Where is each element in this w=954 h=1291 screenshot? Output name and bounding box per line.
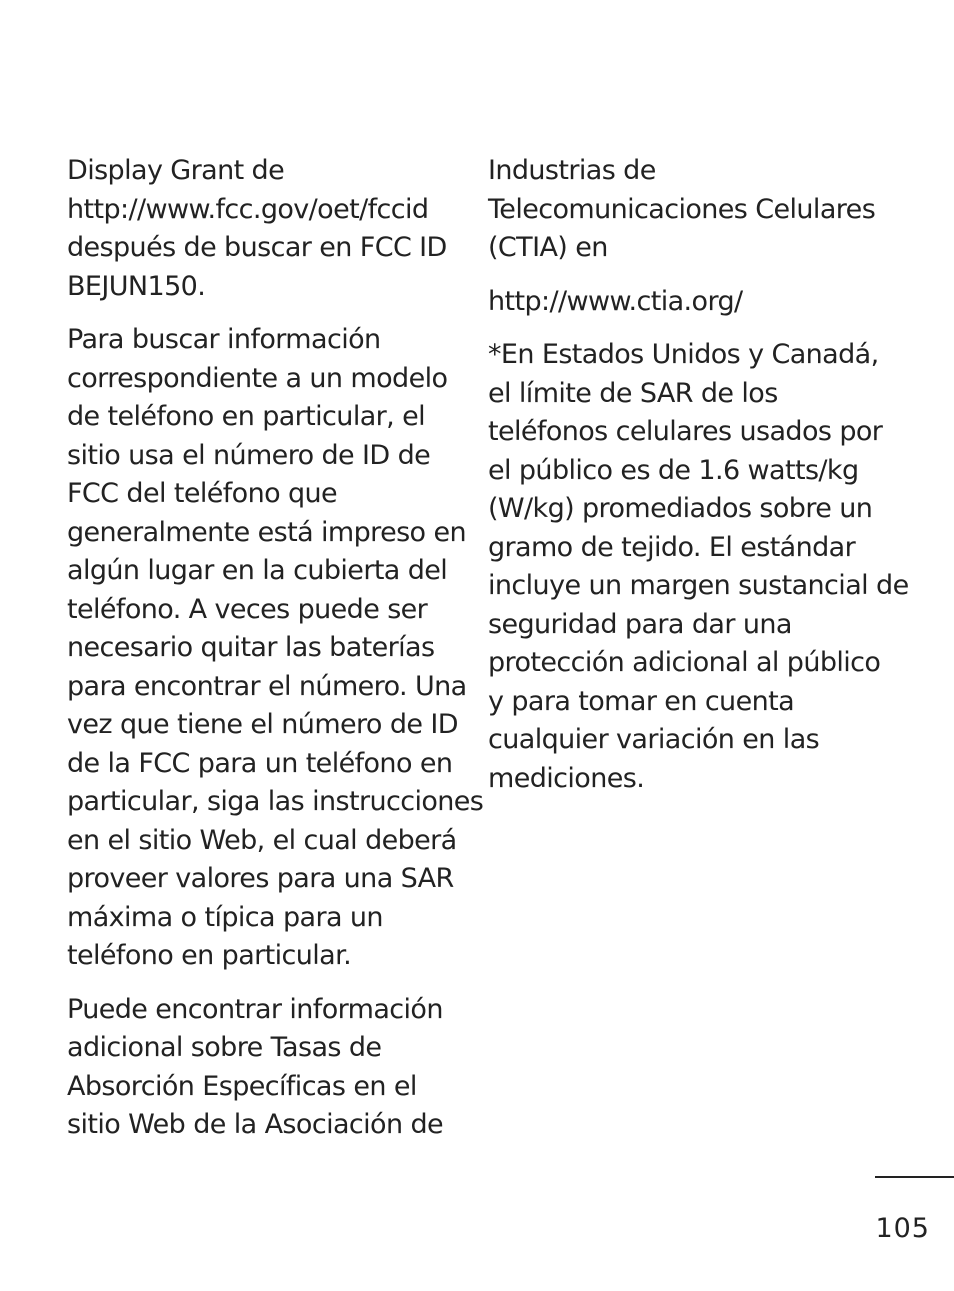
text-line: Telecomunicaciones Celulares (488, 193, 876, 225)
text-line: sitio Web de la Asociación de (67, 1109, 444, 1140)
ctia-url-link[interactable]: http://www.ctia.org/ (488, 285, 743, 317)
fcc-url-link[interactable]: http://www.fcc.gov/oet/fccid (67, 193, 429, 225)
text-line: de teléfono en particular, el (67, 401, 426, 432)
paragraph-sar-limit (488, 336, 908, 798)
text-line: el público es de 1.6 watts/kg (488, 454, 859, 486)
text-line: y para tomar en cuenta (488, 685, 795, 717)
text-line: correspondiente a un modelo (67, 362, 448, 394)
text-line: FCC del teléfono que (67, 478, 338, 509)
text-line: máxima o típica para un (67, 901, 383, 933)
text-line: protección adicional al público (488, 647, 881, 678)
text-line: adicional sobre Tasas de (67, 1032, 382, 1063)
text-line: el límite de SAR de los (488, 377, 778, 409)
paragraph-ctia (488, 152, 908, 268)
text-line: cualquier variación en las (488, 724, 820, 755)
text-line: necesario quitar las baterías (67, 632, 435, 663)
text-line: Industrias de (488, 155, 656, 186)
text-line: sitio usa el número de ID de (67, 439, 431, 471)
right-column (488, 152, 908, 813)
text-line: *En Estados Unidos y Canadá, (488, 339, 879, 370)
paragraph-display-grant (67, 152, 467, 306)
paragraph-ctia-url (488, 283, 908, 322)
paragraph-search-info (67, 321, 484, 976)
left-column (67, 152, 484, 1160)
text-line: vez que tiene el número de ID (67, 709, 458, 740)
text-line: (CTIA) en (488, 232, 608, 263)
text-line: (W/kg) promediados sobre un (488, 493, 873, 524)
text-line: Para buscar información (67, 324, 381, 355)
text-line: BEJUN150. (67, 270, 206, 302)
text-line: seguridad para dar una (488, 608, 792, 640)
text-line: algún lugar en la cubierta del (67, 555, 448, 586)
text-line: de la FCC para un teléfono en (67, 747, 453, 779)
text-line: teléfono en particular. (67, 940, 352, 971)
text-line: Display Grant de (67, 155, 285, 186)
text-line: teléfono. A veces puede ser (67, 593, 428, 625)
paragraph-additional-info (67, 991, 467, 1145)
page-number: 105 (875, 1213, 930, 1244)
text-line: en el sitio Web, el cual deberá (67, 824, 457, 856)
text-line: después de buscar en FCC ID (67, 232, 447, 263)
text-line: generalmente está impreso en (67, 516, 466, 548)
text-line: Absorción Específicas en el (67, 1070, 417, 1102)
text-line: incluye un margen sustancial de (488, 570, 909, 601)
text-line: gramo de tejido. El estándar (488, 531, 856, 563)
text-line: para encontrar el número. Una (67, 670, 467, 702)
text-line: teléfonos celulares usados por (488, 416, 883, 447)
text-line: particular, siga las instrucciones (67, 786, 484, 817)
text-line: Puede encontrar información (67, 993, 443, 1025)
text-line: proveer valores para una SAR (67, 863, 454, 894)
footer-rule (875, 1176, 954, 1178)
text-line: mediciones. (488, 762, 645, 794)
